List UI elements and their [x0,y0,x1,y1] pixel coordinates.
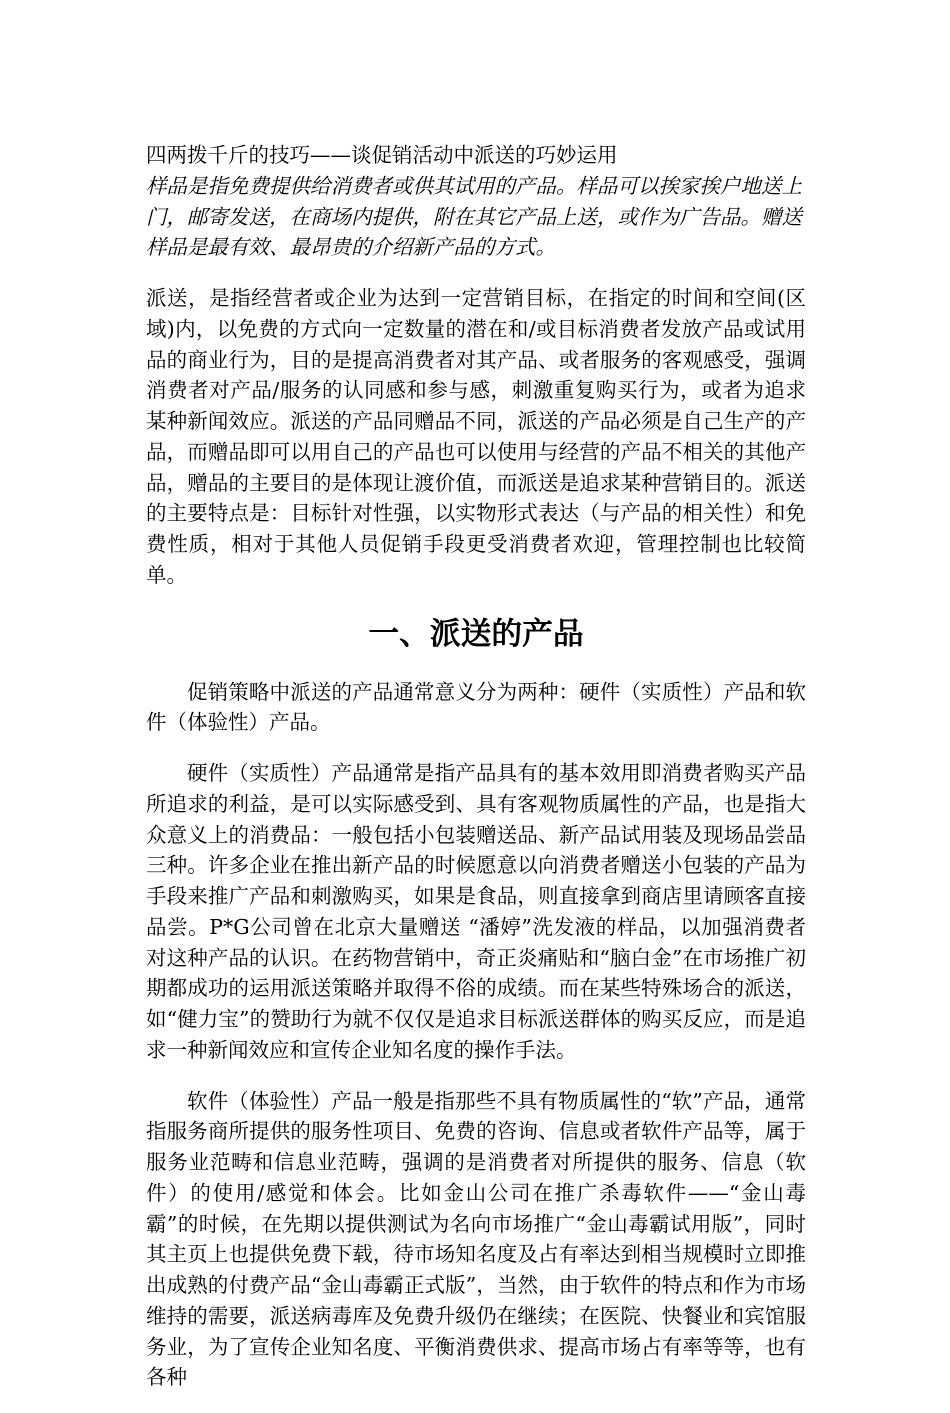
section-heading: 一、派送的产品 [368,615,584,652]
intro-paragraph: 样品是指免费提供给消费者或供其试用的产品。样品可以挨家挨户地送上门，邮寄发送，在商场内提供，附在其它产品上送，或作为广告品。赠送样品是最有效、最昂贵的介绍新产品的方式。 [146,173,802,260]
document-page [146,140,806,1413]
document-title: 四两拨千斤的技巧——谈促销活动中派送的巧妙运用 [146,143,618,167]
body-paragraph-hardware: 硬件（实质性）产品通常是指产品具有的基本效用即消费者购买产品所追求的利益，是可以实际感受到、具有客观物质属性的产品，也是指大众意义上的消费品：一般包括小包装赠送品、新产品试用装及现场品尝品三种。许多企业在推出新产品的时候愿意以向消费者赠送小包装的产品为手段来推广产品和刺激购买，如果是食品，则直接拿到商店里请顾客直接品尝。P*G公司曾在北京大量赠送 “潘婷”洗发液的样品，以加强消费者对这种产品的认识。在药物营销中，奇正炎痛贴和“脑白金”在市场推广初期都成功的运用派送策略并取得不俗的成绩。而在某些特殊场合的派送，如“健力宝”的赞助行为就不仅仅是追求目标派送群体的购买反应，而是追求一种新闻效应和宣传企业知名度的操作手法。 [146,761,806,1062]
body-paragraph-software: 软件（体验性）产品一般是指那些不具有物质属性的“软”产品，通常指服务商所提供的服务性项目、免费的咨询、信息或者软件产品等，属于服务业范畴和信息业范畴，强调的是消费者对所提供的服务、信息（软件）的使用/感觉和体会。比如金山公司在推广杀毒软件——“金山毒霸”的时候，在先期以提供测试为名向市场推广“金山毒霸试用版”，同时其主页上也提供免费下载，待市场知名度及占有率达到相当规模时立即推出成熟的付费产品“金山毒霸正式版”，当然，由于软件的特点和作为市场维持的需要，派送病毒库及免费升级仍在继续；在医院、快餐业和宾馆服务业，为了宣传企业知名度、平衡消费供求、提高市场占有率等等，也有各种 [146,1088,806,1390]
body-paragraph-definition: 派送，是指经营者或企业为达到一定营销目标，在指定的时间和空间(区域)内，以免费的方式向一定数量的潜在和/或目标消费者发放产品或试用品的商业行为，目的是提高消费者对其产品、或者服务的客观感受，强调消费者对产品/服务的认同感和参与感，刺激重复购买行为，或者为追求某种新闻效应。派送的产品同赠品不同，派送的产品必须是自己生产的产品，而赠品即可以用自己的产品也可以使用与经营的产品不相关的其他产品，赠品的主要目的是体现让渡价值，而派送是追求某种营销目的。派送的主要特点是：目标针对性强，以实物形式表达（与产品的相关性）和免费性质，相对于其他人员促销手段更受消费者欢迎，管理控制也比较简单。 [146,286,806,587]
body-paragraph-categories: 促销策略中派送的产品通常意义分为两种：硬件（实质性）产品和软件（体验性）产品。 [146,679,806,735]
